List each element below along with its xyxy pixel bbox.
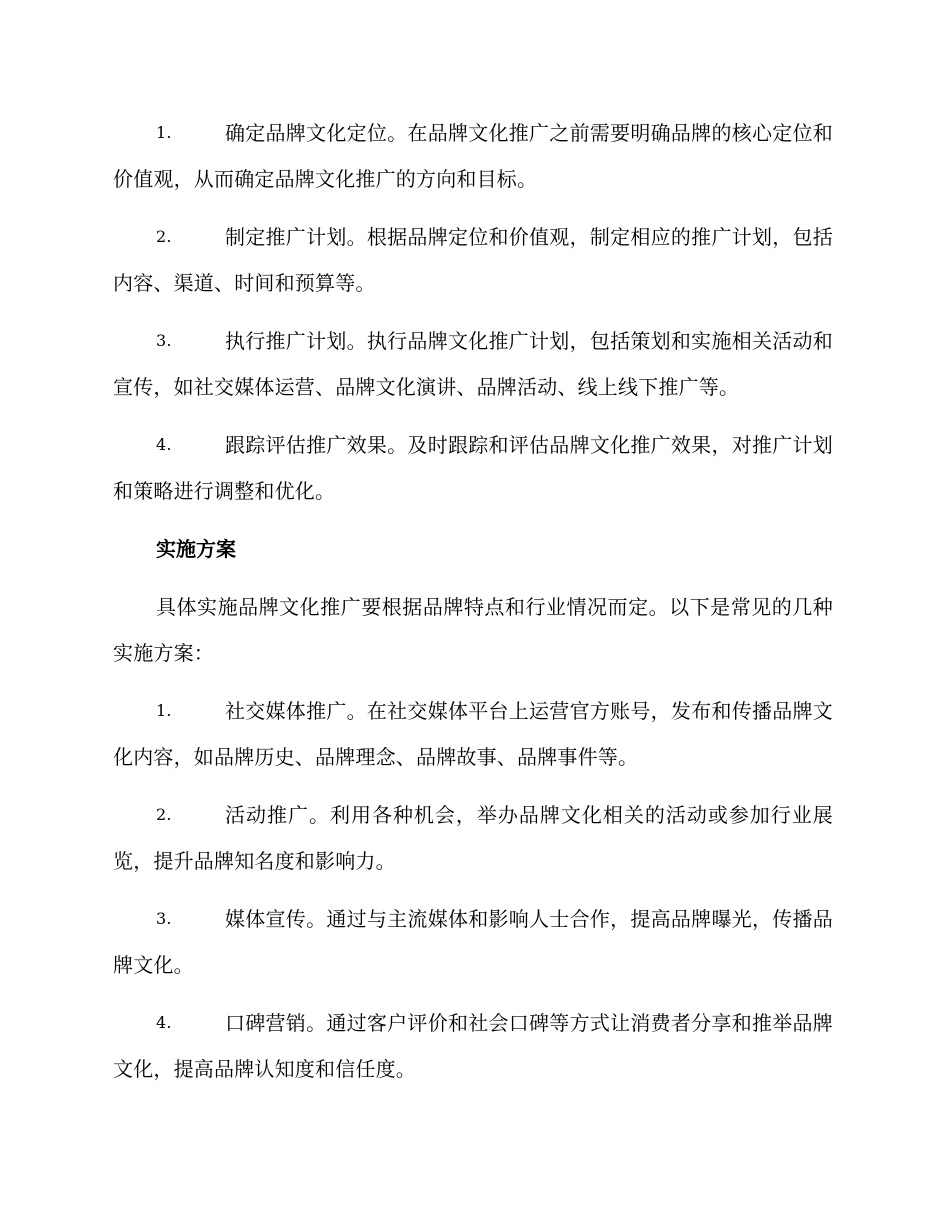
plan-item-4 bbox=[113, 1000, 833, 1092]
list-number: 3. bbox=[156, 331, 172, 350]
step-item-4 bbox=[113, 422, 833, 514]
step-item-2 bbox=[113, 214, 833, 306]
list-text: 社交媒体推广。在社交媒体平台上运营官方账号，发布和传播品牌文化内容，如品牌历史、品牌理念、品牌故事、品牌事件等。 bbox=[113, 699, 833, 769]
list-text: 活动推广。利用各种机会，举办品牌文化相关的活动或参加行业展览，提升品牌知名度和影响力。 bbox=[113, 803, 833, 873]
section-heading: 实施方案 bbox=[156, 537, 236, 561]
list-text: 跟踪评估推广效果。及时跟踪和评估品牌文化推广效果，对推广计划和策略进行调整和优化。 bbox=[113, 433, 833, 503]
list-number: 1. bbox=[156, 701, 172, 720]
step-item-3 bbox=[113, 318, 833, 410]
list-text: 制定推广计划。根据品牌定位和价值观，制定相应的推广计划，包括内容、渠道、时间和预算等。 bbox=[113, 225, 833, 295]
list-number: 4. bbox=[156, 435, 172, 454]
plan-item-2 bbox=[113, 792, 833, 884]
list-text: 确定品牌文化定位。在品牌文化推广之前需要明确品牌的核心定位和价值观，从而确定品牌文化推广的方向和目标。 bbox=[113, 121, 833, 191]
list-text: 媒体宣传。通过与主流媒体和影响人士合作，提高品牌曝光，传播品牌文化。 bbox=[113, 907, 833, 977]
list-text: 口碑营销。通过客户评价和社会口碑等方式让消费者分享和推举品牌文化，提高品牌认知度和信任度。 bbox=[113, 1011, 833, 1081]
list-number: 4. bbox=[156, 1013, 172, 1032]
list-number: 2. bbox=[156, 227, 172, 246]
step-item-1 bbox=[113, 110, 833, 202]
list-number: 2. bbox=[156, 805, 172, 824]
list-text: 执行推广计划。执行品牌文化推广计划，包括策划和实施相关活动和宣传，如社交媒体运营、品牌文化演讲、品牌活动、线上线下推广等。 bbox=[113, 329, 833, 399]
plan-item-1 bbox=[113, 688, 833, 780]
section-intro: 具体实施品牌文化推广要根据品牌特点和行业情况而定。以下是常见的几种实施方案： bbox=[113, 595, 833, 665]
list-number: 3. bbox=[156, 909, 172, 928]
list-number: 1. bbox=[156, 123, 172, 142]
document-body bbox=[113, 110, 833, 1104]
plan-item-3 bbox=[113, 896, 833, 988]
